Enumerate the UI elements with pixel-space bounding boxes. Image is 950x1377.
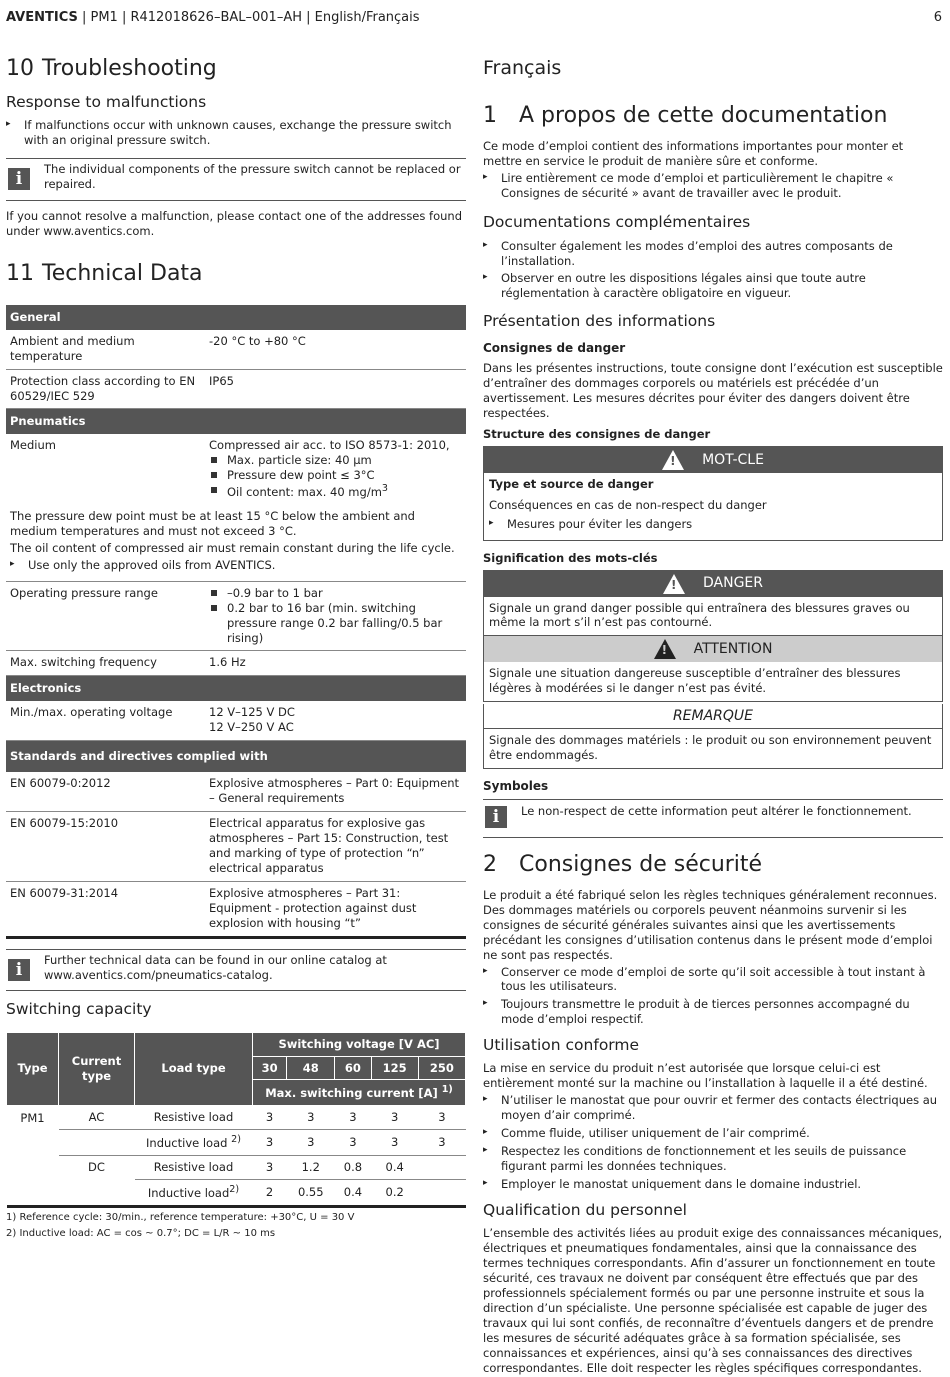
doc-heading: Documentations complémentaires (483, 213, 751, 232)
section-1-heading: 1 A propos de cette documentation (483, 102, 888, 128)
table-row: DC Resistive load 3 1.2 0.8 0.4 (7, 1155, 466, 1179)
info-note: i Le non-respect de cette information peut altérer le fonctionnement. (483, 799, 943, 838)
warning-icon (663, 574, 685, 594)
table-row: Inductive load $^{2)}$ 3 3 3 3 3 (7, 1130, 466, 1156)
switching-table: Type Current type Load type Switching voltage [V AC] 30 48 60 125 250 Max. switching current [A] $^{1)}$ PM1 AC Resistive load 3 3 3 3 3 Inductive load $^{2)}$ 3 3 3 3 3 DC Resistive load 3 1.2 0.8 0.4 Inductive load$^{2)}$ 2 0.55 0.4 0.2 (6, 1032, 466, 1208)
section-10-heading: 10 Troubleshooting (6, 56, 217, 81)
attention-box: ! ATTENTION Signale une situation dangereuse susceptible d’entraîner des blessures légères à modérées si le danger n’est pas évité. (483, 636, 943, 702)
info-note: i The individual components of the pressure switch cannot be replaced or repaired. (6, 158, 466, 201)
table-section: Pneumatics (6, 409, 466, 434)
left-column (6, 56, 466, 1242)
switching-heading: Switching capacity (6, 1000, 152, 1019)
language-heading: Français (483, 57, 562, 79)
page-number: 6 (933, 10, 942, 25)
table-row: PM1 AC Resistive load 3 3 3 3 3 (7, 1106, 466, 1130)
table-section: Standards and directives complied with (6, 741, 466, 772)
info-note: i Further technical data can be found in our online catalog at www.aventics.com/pneumatics-catalog. (6, 949, 466, 992)
table-section: Electronics (6, 676, 466, 701)
list-item: ▸ If malfunctions occur with unknown causes, exchange the pressure switch with an original pressure switch. (6, 118, 466, 148)
section-11-heading: 11 Technical Data (6, 260, 203, 286)
info-icon: i (485, 806, 507, 828)
warning-icon (654, 639, 676, 659)
presentation-heading: Présentation des informations (483, 312, 716, 331)
warning-icon (662, 450, 684, 470)
section-2-heading: 2 Consignes de sécurité (483, 851, 763, 877)
danger-box: ! DANGER Signale un grand danger possible qui entraînera des blessures graves ou même la mort s’il n’est pas contourné. (483, 570, 943, 637)
right-column: Français 1 A propos de cette documentation Ce mode d’emploi contient des informations importantes pour monter et mettre en service le produit de manière sûre et conforme. ▸ Lire entièrement ce mode d’emploi et particulièrement le chapitre « Consignes de sécurité » avant de travailler avec le produit. Documentations complémentaires ▸ Consulter également les modes d’emploi des autres composants de l’installation. ▸ Observer en outre les dispositions légales ainsi que toute autre réglementation à caractère obligatoire en vigueur. Présentation des informations Consignes de danger Dans les présentes instructions, toute consigne dont l’exécution est susceptible d’entraîner des dommages corporels ou matériels est précédée d’un avertissement. Les mesures décrites pour éviter des dangers doivent être respectées. Structure des consignes de danger ! MOT-CLE Type et source de danger Conséquences en cas de non-respect du danger ▸ Mesures pour éviter les dangers Signification des mots-clés ! DANGER Signale un grand danger possible qui entraînera des blessures graves ou même la mort s’il n’est pas contourné. ! ATTENTION Signale une situation dangereuse susceptible d’entraîner des blessures légères à modérées si le danger n’est pas évité. REMARQUE Signale des dommages matériels : le produit ou son environnement peuvent être endommagés. Symboles i Le non-respect de cette information peut altérer le fonctionnement. 2 Consignes de sécurité Le produit a été fabriqué selon les règles techniques généralement reconnues. Des dommages matériels ou corporels peuvent néanmoins survenir si les consignes de sécurité générales suivantes ainsi que les avertissements précédant les consignes d’utilisation contenus dans le présent mode d’emploi ne sont pas respectés. ▸ Conserver ce mode d’emploi de sorte qu’il soit accessible à tout instant à tous les utilisateurs. ▸ Toujours transmettre le produit à de tierces personnes accompagné du mode d’emploi respectif. Utilisation conforme La mise en service du produit n’est autorisée que lorsque celui-ci est entièrement monté sur la machine ou l’installation à laquelle il a été destiné. ▸ N’utiliser le manostat que pour ouvrir et fermer des contacts électriques au moyen d’air comprimé. ▸ Comme fluide, utiliser uniquement de l’air comprimé. ▸ Respectez les conditions de fonctionnement et les seuils de puissance figurant parmi les données techniques. ▸ Employer le manostat uniquement dans le domaine industriel. Qualification du personnel L’ensemble des activités liées au produit exige des connaissances mécaniques, électriques et pneumatiques fondamentales, ainsi que la connaissance des termes techniques correspondants. Afin d’assurer un fonctionnement en toute sécurité, ces travaux ne doivent par conséquent être effectués que par des professionnels spécialement formés ou par une personne instruite et sous la direction d’un spécialiste. Une personne spécialisée est capable de juger des travaux qui lui sont confiés, de reconnaître d’éventuels dangers et de prendre les mesures de sécurité adéquates grâce à sa formation spécialisée, ses connaissances et expériences, ainsi qu’à ses connaissances des directives correspondantes. Elle doit respecter les règles spécifiques correspondantes. (483, 56, 943, 1377)
table-section: General (6, 305, 466, 330)
info-icon: i (8, 959, 30, 981)
qualification-heading: Qualification du personnel (483, 1200, 687, 1219)
brand: AVENTICS (6, 10, 78, 25)
header-info: | PM1 | R412018626–BAL–001–AH | English/Français (77, 10, 420, 25)
warning-structure-box: ! MOT-CLE Type et source de danger Conséquences en cas de non-respect du danger ▸ Mesures pour éviter les dangers (483, 446, 943, 541)
contact-text: If you cannot resolve a malfunction, please contact one of the addresses found under www.aventics.com. (6, 208, 462, 238)
utilisation-heading: Utilisation conforme (483, 1036, 640, 1055)
info-icon: i (8, 168, 30, 190)
technical-data-table: General Ambient and medium temperature -20 °C to +80 °C Protection class according to EN 60529/IEC 529 IP65 Pneumatics Medium Compressed air acc. to ISO 8573-1: 2010, Max. particle size: 40 µm Pressure dew point ≤ 3°C Oil content: max. 40 $mg/m^3$ The pressure dew point must be at least 15 °C below the ambient and medium temperatures and must not exceed 3 °C. The oil content of compressed air must remain constant during the life cycle. ▸ Use only the approved oils from AVENTICS. Operating pressure range –0.9 bar to 1 bar 0.2 bar to 16 bar (min. switching pressure range 0.2 bar falling/0.5 bar rising) Max. switching frequency 1.6 Hz Electronics Min./max. operating voltage 12 V–125 V DC 12 V–250 V AC Standards and directives complied with EN 60079-0:2012 Explosive atmospheres – Part 0: Equipment – General requirements EN 60079-15:2010 Electrical apparatus for explosive gas atmospheres – Part 15: Construction, test and marking of type of protection “n” electrical apparatus EN 60079-31:2014 Explosive atmospheres – Part 31: Equipment - protection against dust explosion with housing “t” (6, 305, 466, 939)
running-header (6, 10, 420, 27)
table-row: Inductive load$^{2)}$ 2 0.55 0.4 0.2 (7, 1179, 466, 1206)
remarque-box: REMARQUE Signale des dommages matériels : le produit ou son environnement peuvent être endommagés. (483, 704, 943, 769)
footnotes: 1) Reference cycle: 30/min., reference temperature: +30°C, U = 30 V 2) Inductive load: AC = cos ~ 0.7°; DC = L/R ~ 10 ms (6, 1211, 355, 1239)
response-heading: Response to malfunctions (6, 93, 207, 111)
